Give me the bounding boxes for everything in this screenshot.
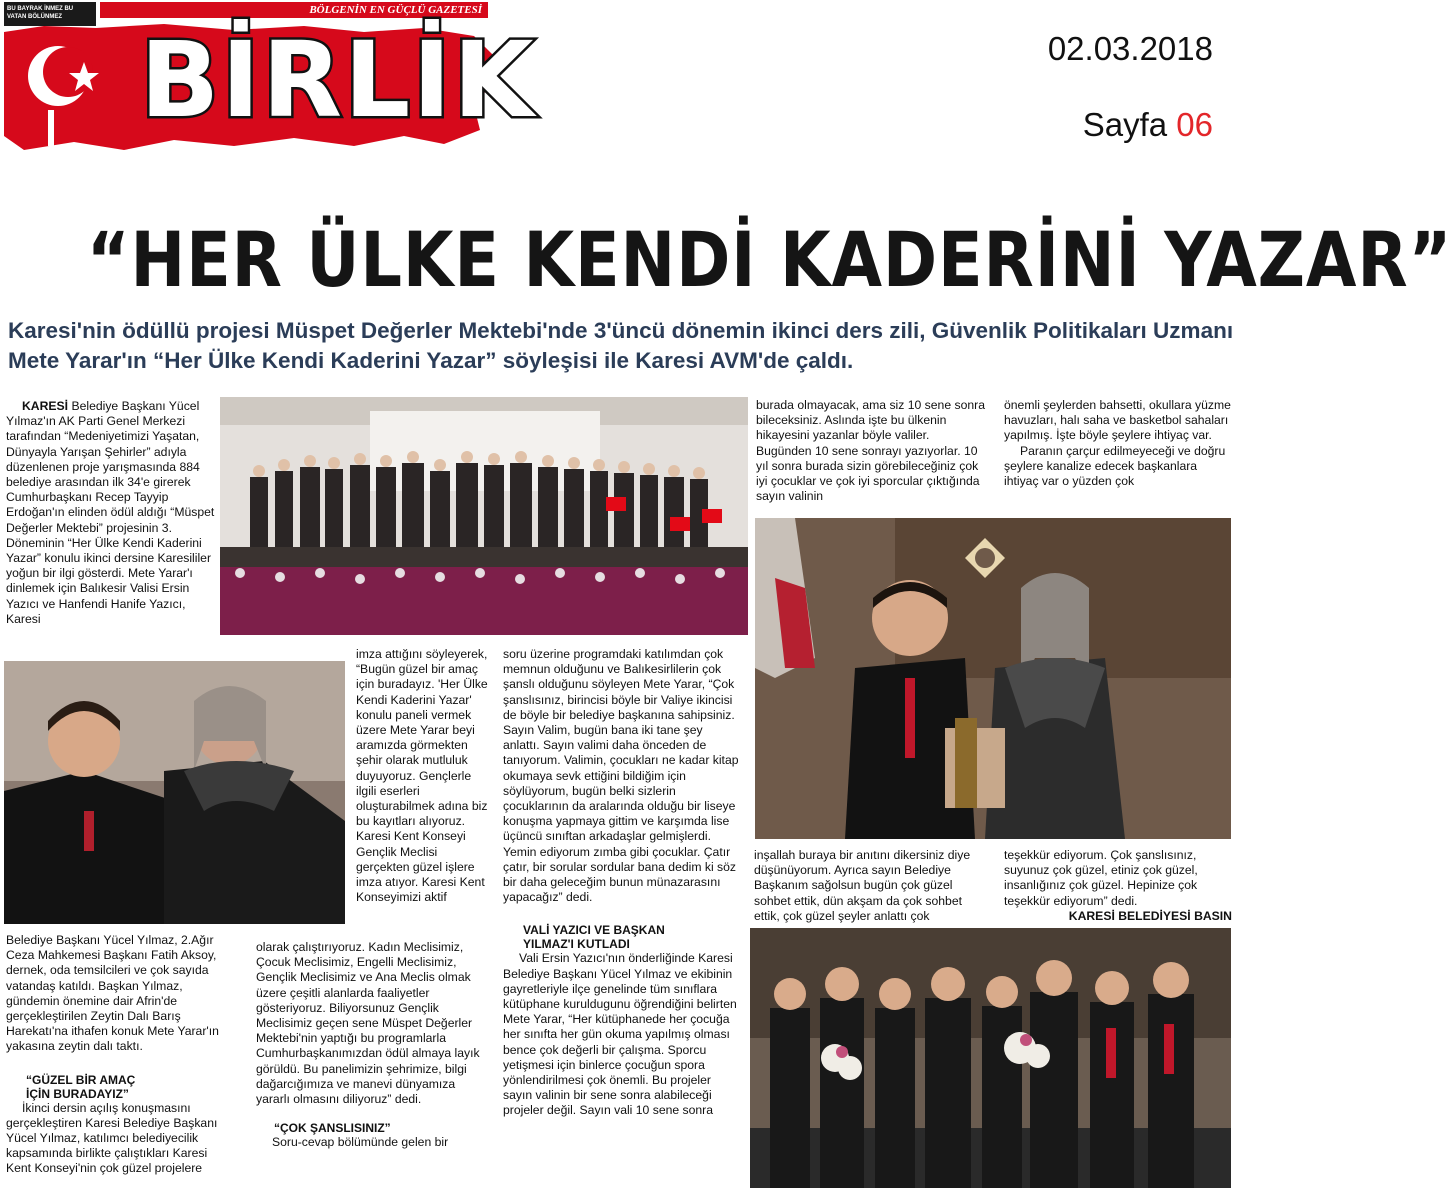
column-3-sub3-text: Vali Ersin Yazıcı'nın önderliğinde Karesi Belediye Başkanı Yücel Yılmaz ve ekibinin gayretleriyle ilçe genelinde tüm sınıflara kütüphane kuruldugunu öğrendiğini belirten Mete Yarar, “Her kütüphanede her çocuğa her sınıfta her gün okuma yapılmış olması bence çok değerli bir çalışma. Sporcu yetişmesi için binlerce çocuğun spora yönlendirilmesi çok önemli. Bu projeler sayın valinin bir sene sonra alabileceği projeler değil. Sayın vali 10 sene sonra (503, 951, 737, 1118)
masthead (4, 2, 536, 152)
olive-branch-photo (4, 661, 345, 924)
column-2-sub2-text: Soru-cevap bölümünde gelen bir (272, 1135, 449, 1150)
column-1-top-text: Belediye Başkanı Yücel Yılmaz'ın AK Parti Genel Merkezi tarafından “Medeniyetimizi Yaşatan, Dünyayla Yarışan Şehirler” adıyla düzenlenen proje yarışmasında 884 belediye arasından ilk 34'e girerek Cumhurbaşkanı Recep Tayyip Erdoğan'ın elinden ödül aldığı “Müspet Değerler Mektebi” projesinin 3. Döneminin “Her Ülke Kendi Kaderini Yazar” konulu ikinci dersine Karesililer yoğun bir ilgi gösterdi. Mete Yarar'ı dinlemek için Balıkesir Valisi Ersin Yazıcı ve Hanfendi Hanife Yazıcı, Karesi (6, 399, 215, 626)
column-1-bottom (6, 933, 226, 1177)
column-4-top-text: burada olmayacak, ama siz 10 sene sonra bileceksiniz. Aslında işte bu ülkenin hikayesini yazanlar böyle valiler. Bugünden 10 sene sonrayı yazıyorlar. 10 yıl sonra burada sizin görebileceğiniz çok iyi çocuklar ve çok iyi sporcular çıktığında sayın valinin (756, 398, 985, 504)
column-4-bottom-text: inşallah buraya bir anıtını dikersiniz diye düşünüyorum. Ayrıca sayın Belediye Başkanım sağolsun bugün çok güzel sohbet ettik, dün akşam da çok sohbet ettik, çok güzel şeyler anlattı çok (754, 848, 971, 923)
flowers-photo (750, 928, 1231, 1188)
column-1-bottom-text: Belediye Başkanı Yücel Yılmaz, 2.Ağır Ceza Mahkemesi Başkanı Fatih Aksoy, dernek, oda temsilcileri ve çok sayıda vatandaş katıldı. Başkan Yılmaz, gündemin önemine dair Afrin'de gerçekleştirilen Zeytin Dalı Barış Harekatı'na ithafen konuk Mete Yarar'ın yakasına zeytin dalı taktı. (6, 933, 219, 1054)
headline: “HER ÜLKE KENDİ KADERİNİ YAZAR” (86, 215, 1452, 304)
photo-credit: KARESİ BELEDİYESİ BASIN (1068, 908, 1232, 923)
column-5-top (1004, 398, 1232, 489)
column-3-top-text: soru üzerine programdaki katılımdan çok memnun olduğunu ve Balıkesirlilerin çok şanslı olduğunu söyleyen Mete Yarar, “Çok şanslısınız, birincisi böyle bir Valiye ikincisi de böyle bir belediye başkanına sahipsiniz. Sayın Valim, bugün bana iki tane şey anlattı. Sayın valimi daha önceden de tanıyorum. Valimin, çocukları ne kadar kitap okumaya sevk ettiğini bildiğim için söylüyorum, bugün belki sizlerin çocuklarının da aralarında olduğu bir liseye konuşma yapmaya gittim ve karşımda lise üçüncü sınıftan arkadaşlar gelmişlerdi. Yemin ediyorum zımba gibi çocuklar. Çatır çatır, bir sorular sordular bana dedim ki söz bir daha geleceğim bunun münazarasını yapacağız” dedi. (503, 647, 739, 905)
column-5-top-text-1: önemli şeylerden bahsetti, okullara yüzme havuzları, halı saha ve basketbol sahaları yapılmış. İşte böyle şeylere ihtiyaç var. (1004, 398, 1231, 443)
column-2-top (356, 647, 490, 905)
group-photo (220, 397, 748, 635)
masthead-tagline: BU BAYRAK İNMEZ BU VATAN BÖLÜNMEZ (4, 2, 96, 26)
masthead-slogan: BÖLGENİN EN GÜÇLÜ GAZETESİ (100, 2, 488, 18)
column-4-bottom (754, 848, 986, 924)
column-2-bottom-text: olarak çalıştırıyoruz. Kadın Meclisimiz, Çocuk Meclisimiz, Engelli Meclisimiz, Gençlik Meclisimiz ve Ana Meclis olmak üzere çeşitli alanlarda faaliyetler gösteriyoruz. Biliyorsunuz Gençlik Meclisimiz geçen sene Müspet Değerler Mektebi'nin yaptığı bu programlarla Cumhurbaşkanımızdan ödül almaya layık görüldü. Bu panelimizin şehrimize, bilgi dağarcığımıza ve manevi dünyamıza yararlı olmasını diliyoruz” dedi. (256, 940, 480, 1107)
award-photo (755, 518, 1231, 839)
newspaper-logo: BİRLİK (140, 19, 536, 141)
column-1-sub1-text: İkinci dersin açılış konuşmasını gerçekleştiren Karesi Belediye Başkanı Yücel Yılmaz, katılımcı belediyecilik kapsamında birlikte çalıştıkları Karesi Kent Konseyi'nin çok güzel projelere (6, 1100, 218, 1176)
column-5-top-text-2: Paranın çarçur edilmeyeceği ve doğru şeylere kanalize edecek başkanlara ihtiyaç var o yüzden çok (1004, 443, 1226, 489)
subheadline: Karesi'nin ödüllü projesi Müspet Değerler Mektebi'nde 3'üncü dönemin ikinci ders zili, Güvenlik Politikaları Uzmanı Mete Yarar'ın “Her Ülke Kendi Kaderini Yazar” söyleşisi ile Karesi AVM'de çaldı. (8, 318, 1234, 373)
subheading-1: “GÜZEL BİR AMAÇ İÇİN BURADAYIZ” (26, 1072, 136, 1101)
subheading-2: “ÇOK ŞANSLISINIZ” (274, 1121, 391, 1136)
crescent-star-icon (18, 32, 118, 148)
column-1-top (6, 399, 215, 627)
article-lead: KARESİ (22, 399, 69, 413)
column-2-top-text: imza attığını söyleyerek, “Bugün güzel bir amaç için buradayız. 'Her Ülke Kendi Kaderini Yazar' konulu paneli vermek üzere Mete Yarar beyi aramızda görmekten şehir olarak mutluluk duyuyoruz. Gençlerle ilgili eserleri oluşturabilmek adına biz bu kayıtları alıyoruz. Karesi Kent Konseyi Gençlik Meclisi gerçekten güzel işlere imza atıyor. Karesi Kent Konseyimizi aktif (356, 647, 488, 905)
page-label-text: Sayfa (1082, 106, 1168, 143)
column-5-bottom-text: teşekkür ediyorum. Çok şanslısınız, suyunuz çok güzel, etiniz çok güzel, insanlığınız çok güzel. Hepinize çok teşekkür ediyorum” dedi. (1004, 848, 1198, 908)
column-4-top (756, 398, 988, 504)
column-3 (503, 647, 739, 1119)
issue-date: 02.03.2018 (1047, 30, 1213, 67)
page-label (1083, 106, 1213, 144)
page-number: 06 (1176, 106, 1213, 143)
column-5-bottom (1004, 848, 1232, 924)
subheading-3: VALİ YAZICI VE BAŞKAN YILMAZ'I KUTLADI (523, 923, 665, 952)
column-2-bottom (256, 940, 488, 1150)
